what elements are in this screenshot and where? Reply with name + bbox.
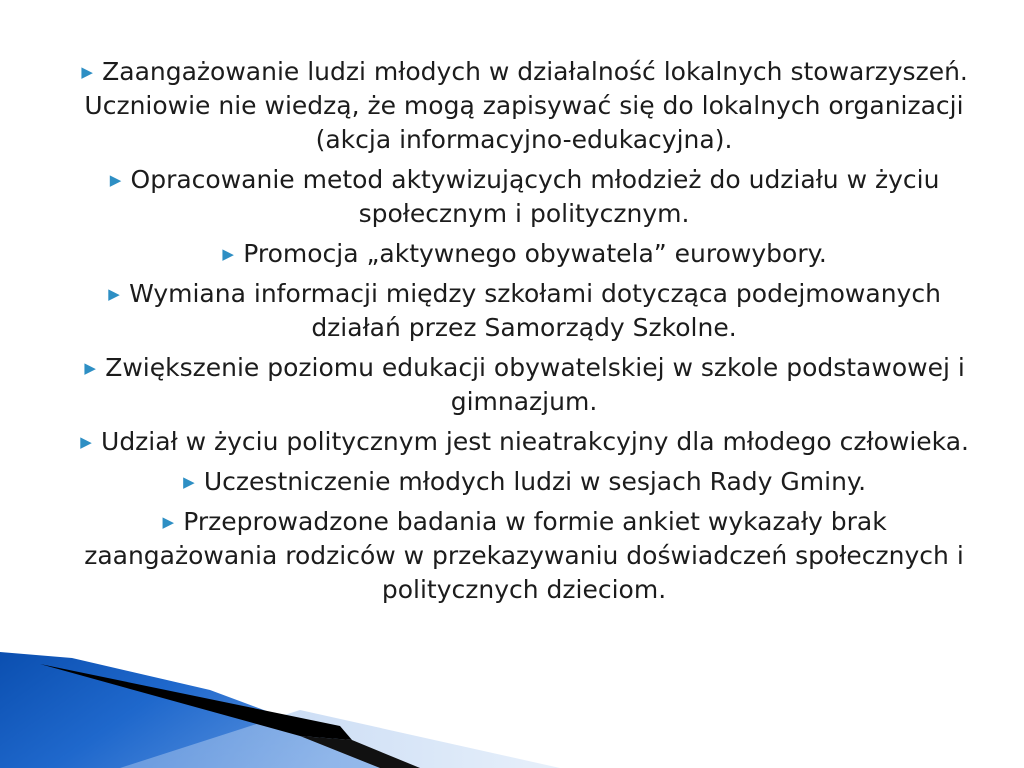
list-item-text: Zwiększenie poziomu edukacji obywatelskiej w szkole podstawowej i gimnazjum. bbox=[105, 353, 965, 416]
list-item bbox=[78, 505, 970, 607]
list-item-text: Opracowanie metod aktywizujących młodzież do udziału w życiu społecznym i politycznym. bbox=[130, 165, 940, 228]
list-item bbox=[78, 351, 970, 419]
triangle-right-icon: ▶ bbox=[84, 359, 96, 377]
triangle-right-icon: ▶ bbox=[162, 513, 175, 531]
list-item-text: Promocja „aktywnego obywatela” eurowybory. bbox=[243, 239, 827, 268]
triangle-right-icon: ▶ bbox=[108, 285, 120, 303]
triangle-right-icon: ▶ bbox=[81, 63, 93, 81]
triangle-right-icon: ▶ bbox=[222, 245, 234, 263]
light-blue-band bbox=[120, 710, 560, 768]
content-area bbox=[78, 55, 970, 613]
list-item-text: Udział w życiu politycznym jest nieatrakcyjny dla młodego człowieka. bbox=[101, 427, 969, 456]
list-item-text: Przeprowadzone badania w formie ankiet wykazały brak zaangażowania rodziców w przekazywaniu doświadczeń społecznych i politycznych dzieciom. bbox=[84, 507, 964, 604]
list-item bbox=[78, 163, 970, 231]
triangle-right-icon: ▶ bbox=[109, 171, 122, 189]
list-item bbox=[78, 277, 970, 345]
list-item bbox=[78, 237, 970, 271]
list-item-text: Zaangażowanie ludzi młodych w działalność lokalnych stowarzyszeń. Uczniowie nie wiedzą, że mogą zapisywać się do lokalnych organizacji (akcja informacyjno-edukacyjna). bbox=[84, 57, 968, 154]
list-item bbox=[78, 465, 970, 499]
list-item-text: Uczestniczenie młodych ludzi w sesjach Rady Gminy. bbox=[203, 467, 867, 496]
dark-stripe bbox=[300, 736, 420, 768]
triangle-right-icon: ▶ bbox=[80, 433, 92, 451]
list-item-text: Wymiana informacji między szkołami dotycząca podejmowanych działań przez Samorządy Szkolne. bbox=[129, 279, 941, 342]
black-stripe bbox=[40, 664, 352, 740]
blue-swoosh bbox=[0, 652, 420, 768]
list-item bbox=[78, 55, 970, 157]
list-item bbox=[78, 425, 970, 459]
triangle-right-icon: ▶ bbox=[183, 473, 195, 491]
bullet-list bbox=[78, 55, 970, 607]
